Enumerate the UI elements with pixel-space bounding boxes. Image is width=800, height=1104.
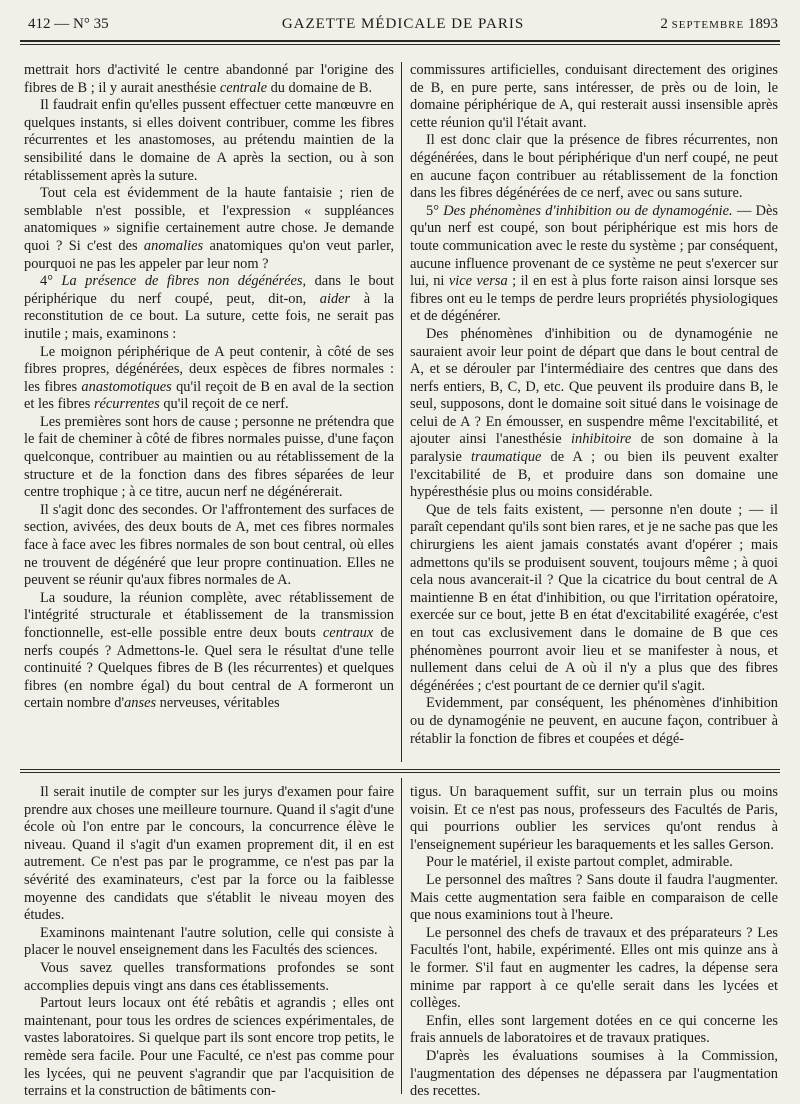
paragraph: mettrait hors d'activité le centre abandonné par l'origine des fibres de B ; il y aurait anesthésie centrale du domaine de B. <box>24 62 394 96</box>
header-rule <box>20 40 780 42</box>
journal-title: GAZETTE MÉDICALE DE PARIS <box>281 16 525 32</box>
paragraph: tigus. Un baraquement suffit, sur un terrain plus ou moins voisin. Et ce n'est pas nous, professeurs des Facultés de Paris, qui pourrions oublier les services qu'ont rendus à l'enseignement supérieur les baraquements et les salles Gerson. <box>410 784 778 853</box>
paragraph: Examinons maintenant l'autre solution, celle qui consiste à placer le nouvel enseignement dans les Facultés des sciences. <box>24 924 394 959</box>
paragraph: Le personnel des maîtres ? Sans doute il faudra l'augmenter. Mais cette augmentation sera faible en comparaison de celle que nous examinions tout à l'heure. <box>410 871 778 924</box>
feuilleton-column-right <box>410 784 778 1101</box>
feuilleton-column-left <box>24 784 394 1101</box>
paragraph: Enfin, elles sont largement dotées en ce qui concerne les frais annuels de laboratoires et de travaux pratiques. <box>410 1012 778 1047</box>
column-divider-bottom <box>401 778 402 1094</box>
paragraph: La soudure, la réunion complète, avec rétablissement de l'intégrité structurale et établissement de la transmission fonctionnelle, est-elle possible entre deux bouts centraux de nerfs coupés ? Admettons-le. Quel sera le résultat d'une telle continuité ? Quelques fibres de B (les récurrentes) et quelques fibres (en nombre égal) du bout central de A formeront un certain nombre d'anses nerveuses, véritables <box>24 589 394 712</box>
article-column-right <box>410 62 778 748</box>
section-separator-thin <box>20 772 780 773</box>
paragraph: Des phénomènes d'inhibition ou de dynamogénie ne sauraient avoir leur point de départ que dans le bout central de A, et se dérouler par l'intermédiaire des centres que dans des nerfs entiers, B, C, D, etc. Que peuvent ils produire dans B, le seul, supposons, dont le domaine soit situé dans le voisinage de celui de A ? En émousser, en suspendre même l'excitabilité, et ajouter ainsi l'anesthésie inhibitoire de son domaine à la paralysie traumatique de A ; ou bien ils peuvent exalter l'excitabilité de B, et produire dans son domaine une hypéresthésie plus ou moins considérable. <box>410 325 779 501</box>
paragraph: Il est donc clair que la présence de fibres récurrentes, non dégénérées, dans le bout périphérique d'un nerf coupé, ne peut en aucune façon contribuer au rétablissement de la fonction dans les fibres dégénérées de ce nerf, avec ou sans suture. <box>410 132 778 202</box>
section-heading-4: 4° La présence de fibres non dégénérées, dans le bout périphérique du nerf coupé, peut, dit-on, aider à la reconstitution de ce bout. La suture, cette fois, ne serait pas inutile ; mais, examinons : <box>24 273 395 342</box>
paragraph: Partout leurs locaux ont été rebâtis et agrandis ; elles ont maintenant, pour tous les ordres de sciences expérimentales, de vastes laboratoires. Si quelque part ils sont encore trop petits, le remède sera facile. Pour une Faculté, ce n'est pas comme pour les lycées, qui ne peuvent s'agrandir que par l'acquisition de terrains et la construction de bâtiments con- <box>24 995 394 1100</box>
paragraph: Vous savez quelles transformations profondes se sont accomplies depuis vingt ans dans ces établissements. <box>24 959 394 994</box>
section-heading-5: 5° Des phénomènes d'inhibition ou de dynamogénie. — Dès qu'un nerf est coupé, son bout périphérique est mis hors de toute communication avec le reste du système ; par conséquent, aucune influence provenant de ce système ne peut s'exercer sur lui, ni vice versa ; il en est à plus forte raison ainsi lorsque ses fibres ont eu le temps de perdre leurs propriétés physiologiques et de dégénérer. <box>410 202 778 325</box>
paragraph: commissures artificielles, conduisant directement des origines de B, en pure perte, sans intéresser, de près ou de loin, le domaine périphérique de A, qui resterait aussi insensible après cette réunion qu'il l'était avant. <box>410 62 778 131</box>
paragraph: Il s'agit donc des secondes. Or l'affrontement des surfaces de section, avivées, des deux bouts de A, met ces fibres normales face à face avec les fibres normales de son bout central, où elles ne trouvent de dégénéré que leur propre continuation. Elles ne peuvent se réunir qu'aux fibres normales de A. <box>24 501 394 589</box>
paragraph: Tout cela est évidemment de la haute fantaisie ; rien de semblable n'est possible, et l'expression « suppléances anatomiques » signifie certainement autre chose. Je demande quoi ? Si c'est des anomalies anatomiques qu'on veut parler, pourquoi ne pas les appeler par leur nom ? <box>24 185 394 272</box>
article-column-left <box>24 62 394 713</box>
paragraph: Que de tels faits existent, — personne n'en doute ; — il paraît cependant qu'ils sont bien rares, et je ne sache pas que les chirurgiens les aient jamais constatés avant d'opérer ; mais admettons qu'ils se produisent souvent, toujours même ; à quoi cela nous avancerait-il ? Que la cicatrice du bout central de A maintienne B en état d'inhibition, ou que l'irritation opératoire, exercée sur ce bout, jette B en état d'excitabilité exagérée, c'est en tout cas exclusivement dans le domaine de B que ces phénomènes pourront avoir lieu et se manifester à nous, et nullement dans celui de A où il n'y a plus que des fibres dégénérées ; c'est pourtant de ce dernier qu'il s'agit. <box>410 501 778 694</box>
section-separator <box>20 769 780 770</box>
column-divider-top <box>401 62 402 762</box>
paragraph: Les premières sont hors de cause ; personne ne prétendra que le fait de cheminer à côté de fibres normales puisse, d'une façon quelconque, contribuer au maintien ou au rétablissement de la structure et de la fonction dans des fibres séparées de leur centre trophique ; à ce titre, aucun nerf ne dégénérerait. <box>24 413 394 501</box>
header-rule-thin <box>20 44 780 45</box>
page-number: 412 — N° 35 <box>28 16 109 32</box>
date-year: 1893 <box>748 16 778 32</box>
date-month: SEPTEMBRE <box>671 19 745 31</box>
paragraph: D'après les évaluations soumises à la Commission, l'augmentation des dépenses ne dépassera par l'augmentation des recettes. <box>410 1047 778 1100</box>
issue-date <box>660 16 778 33</box>
paragraph: Il serait inutile de compter sur les jurys d'examen pour faire prendre aux choses une meilleure tournure. Quand il s'agit d'une école où l'on entre par le concours, la concurrence élève le niveau. Quand il s'agit d'un examen proprement dit, il en est autrement. Ce n'est pas par le programme, ce n'est pas par la sévérité des examinateurs, c'est par la force ou la faiblesse moyenne des candidats que s'établit le niveau moyen des études. <box>24 784 394 924</box>
paragraph: Evidemment, par conséquent, les phénomènes d'inhibition ou de dynamogénie ne peuvent, en aucune façon, contribuer à rétablir la fonction de fibres et coupées et dégé- <box>410 695 778 747</box>
date-day: 2 <box>660 16 668 32</box>
paragraph: Pour le matériel, il existe partout complet, admirable. <box>426 854 733 871</box>
paragraph: Il faudrait enfin qu'elles pussent effectuer cette manœuvre en quelques instants, si elles doivent contribuer, comme les fibres récurrentes et les anastomoses, au prétendu maintien de la sensibilité dans le domaine de A après la section, ou à son rétablissement après la suture. <box>24 97 394 184</box>
page-header <box>28 12 778 38</box>
paragraph: Le moignon périphérique de A peut contenir, à côté de ses fibres propres, dégénérées, deux espèces de fibres normales : les fibres anastomotiques qu'il reçoit de B en aval de la section et les fibres récurrentes qu'il reçoit de ce nerf. <box>24 343 394 413</box>
paragraph: Le personnel des chefs de travaux et des préparateurs ? Les Facultés l'ont, habile, expérimenté. Elles ont mis quinze ans à le former. S'il faut en augmenter les cadres, la dépense sera minime par rapport à ce qu'elle serait dans les lycées et collèges. <box>410 924 778 1012</box>
